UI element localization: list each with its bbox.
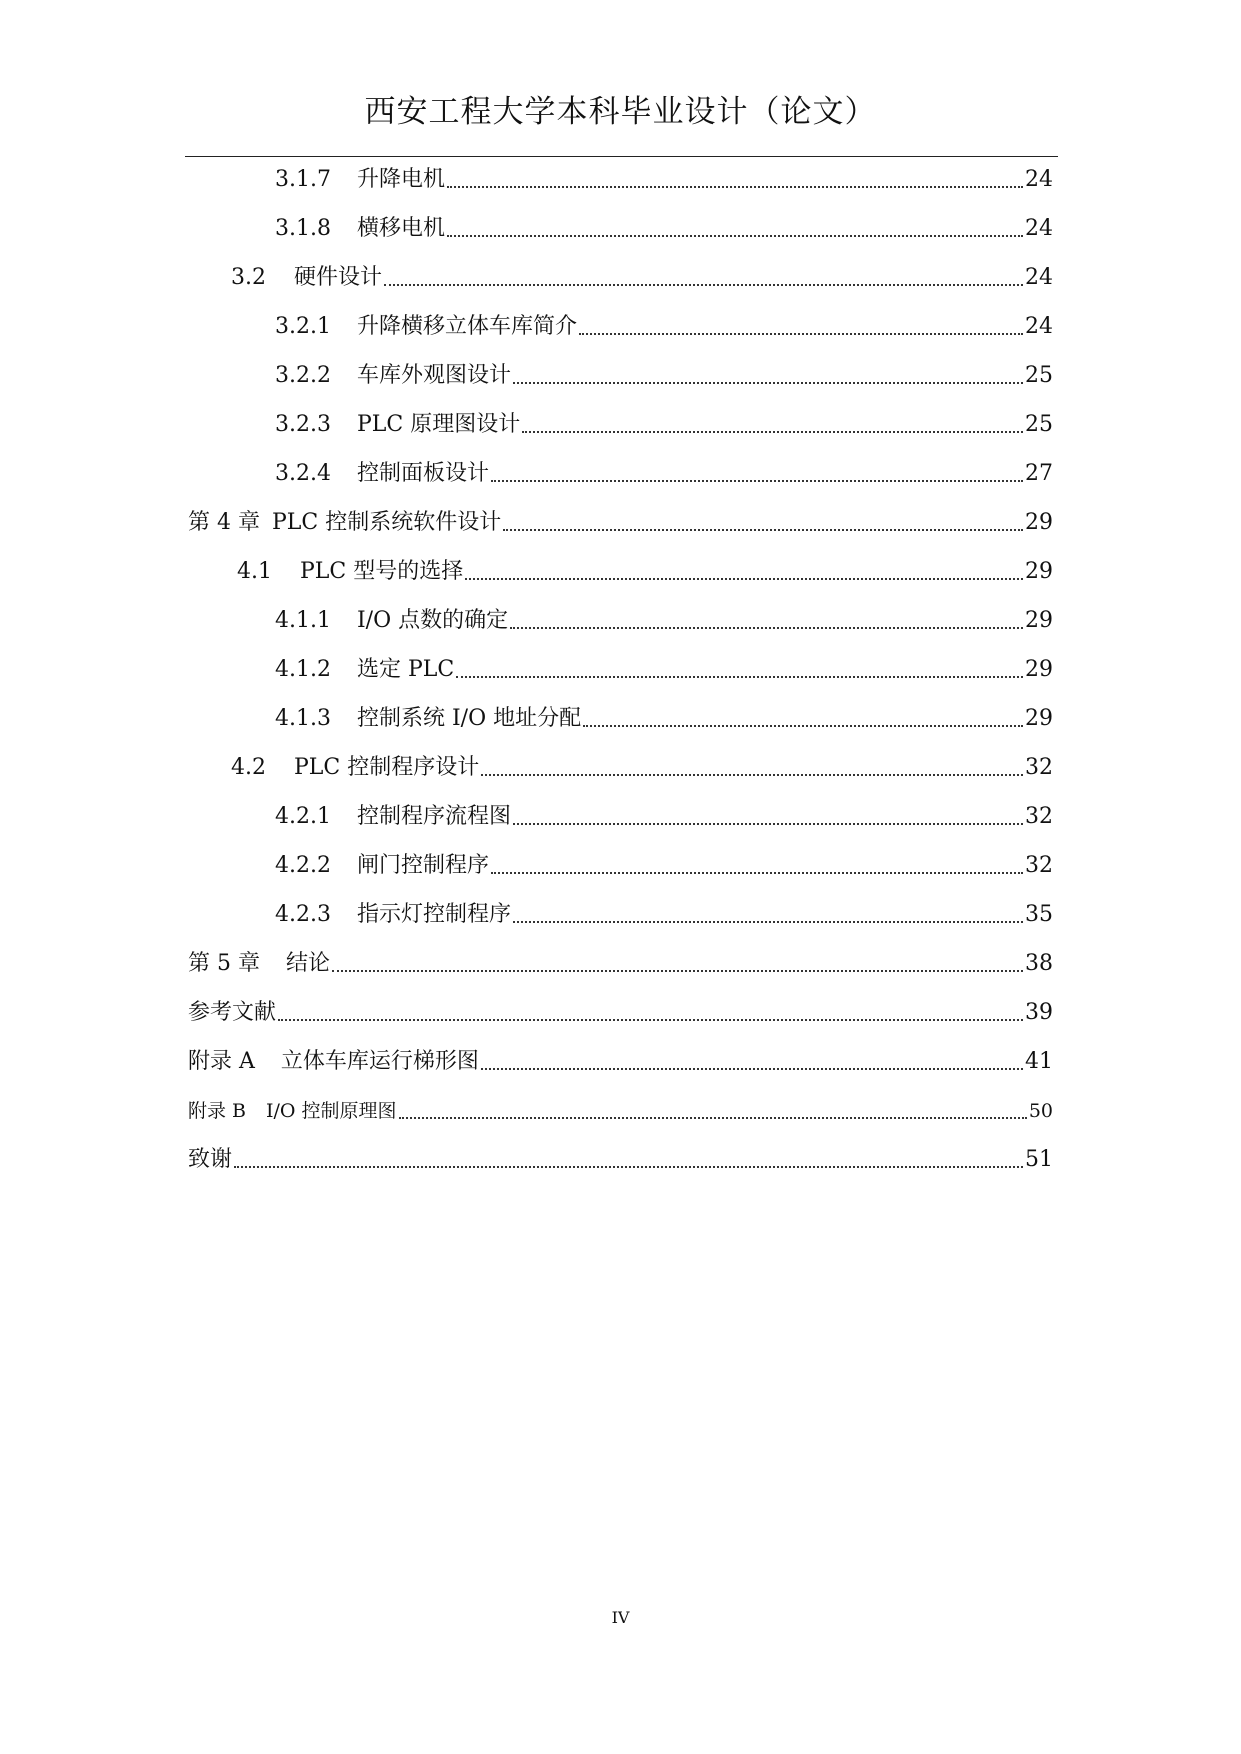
toc-dot-leader xyxy=(511,900,1025,930)
toc-entry-number: 4.2 xyxy=(231,755,266,780)
toc-entry-page: 25 xyxy=(1025,363,1053,388)
toc-dot-leader xyxy=(330,949,1025,979)
toc-entry-title: 控制系统 I/O 地址分配 xyxy=(356,706,582,731)
toc-entry-appendix-b[interactable] xyxy=(188,1096,1053,1126)
toc-dot-leader xyxy=(445,214,1025,244)
toc-entry-acknowledgements[interactable] xyxy=(188,1145,1053,1175)
toc-entry-page: 27 xyxy=(1025,461,1053,486)
toc-entry-4-1-3[interactable] xyxy=(275,704,1053,734)
toc-dot-leader xyxy=(232,1145,1025,1175)
toc-entry-title: 参考文献 xyxy=(188,1000,277,1025)
toc-entry-appendix-a[interactable] xyxy=(188,1047,1053,1077)
toc-dot-leader xyxy=(577,312,1025,342)
toc-entry-page: 32 xyxy=(1025,853,1053,878)
toc-entry-title: 横移电机 xyxy=(356,216,445,241)
toc-entry-page: 50 xyxy=(1028,1100,1053,1122)
toc-dot-leader xyxy=(445,165,1025,195)
toc-entry-4-2-3[interactable] xyxy=(275,900,1053,930)
toc-entry-page: 32 xyxy=(1025,804,1053,829)
toc-entry-number: 第 5 章 xyxy=(188,951,260,976)
toc-entry-title: 控制面板设计 xyxy=(356,461,489,486)
toc-entry-page: 25 xyxy=(1025,412,1053,437)
toc-entry-title: I/O 点数的确定 xyxy=(356,608,509,633)
toc-entry-number: 4.2.2 xyxy=(275,853,331,878)
toc-entry-number: 4.2.1 xyxy=(275,804,331,829)
toc-entry-title: PLC 型号的选择 xyxy=(300,559,464,584)
toc-dot-leader xyxy=(276,998,1025,1028)
toc-entry-page: 24 xyxy=(1025,314,1053,339)
toc-entry-page: 24 xyxy=(1025,216,1053,241)
toc-entry-title: 指示灯控制程序 xyxy=(356,902,511,927)
toc-entry-3-2-1[interactable] xyxy=(275,312,1053,342)
toc-dot-leader xyxy=(511,361,1025,391)
toc-dot-leader xyxy=(454,655,1025,685)
toc-entry-4-1-1[interactable] xyxy=(275,606,1053,636)
toc-entry-number: 3.2.3 xyxy=(275,412,331,437)
toc-dot-leader xyxy=(489,851,1025,881)
toc-entry-references[interactable] xyxy=(188,998,1053,1028)
toc-entry-chapter-4[interactable] xyxy=(188,508,1053,538)
toc-entry-number: 3.2.2 xyxy=(275,363,331,388)
toc-entry-number: 4.1.2 xyxy=(275,657,331,682)
toc-entry-number: 3.2 xyxy=(231,265,266,290)
toc-entry-number: 4.1.1 xyxy=(275,608,331,633)
toc-entry-4-2-2[interactable] xyxy=(275,851,1053,881)
page-number: IV xyxy=(611,1608,630,1627)
toc-entry-page: 29 xyxy=(1025,510,1053,535)
toc-entry-3-1-8[interactable] xyxy=(275,214,1053,244)
toc-entry-chapter-5[interactable] xyxy=(188,949,1053,979)
toc-entry-number: 3.1.8 xyxy=(275,216,331,241)
toc-entry-title: 结论 xyxy=(285,951,330,976)
toc-entry-4-1[interactable] xyxy=(237,557,1053,587)
toc-entry-3-2-2[interactable] xyxy=(275,361,1053,391)
toc-entry-3-1-7[interactable] xyxy=(275,165,1053,195)
toc-entry-title: PLC 原理图设计 xyxy=(356,412,521,437)
toc-entry-title: 升降电机 xyxy=(356,167,445,192)
toc-entry-title: 控制程序流程图 xyxy=(356,804,511,829)
toc-entry-4-2[interactable] xyxy=(231,753,1053,783)
toc-entry-number: 4.2.3 xyxy=(275,902,331,927)
toc-dot-leader xyxy=(489,459,1025,489)
toc-entry-number: 3.2.1 xyxy=(275,314,331,339)
toc-entry-4-1-2[interactable] xyxy=(275,655,1053,685)
toc-dot-leader xyxy=(479,753,1025,783)
page-header: 西安工程大学本科毕业设计（论文） xyxy=(364,94,877,130)
toc-dot-leader xyxy=(581,704,1025,734)
toc-entry-page: 29 xyxy=(1025,706,1053,731)
toc-entry-title: I/O 控制原理图 xyxy=(266,1100,397,1122)
toc-entry-title: PLC 控制程序设计 xyxy=(294,755,480,780)
toc-entry-page: 24 xyxy=(1025,167,1053,192)
toc-entry-page: 41 xyxy=(1025,1049,1053,1074)
toc-entry-number: 附录 B xyxy=(188,1100,247,1122)
toc-entry-page: 39 xyxy=(1025,1000,1053,1025)
toc-entry-title: 车库外观图设计 xyxy=(356,363,511,388)
toc-entry-title: PLC 控制系统软件设计 xyxy=(271,510,502,535)
toc-entry-title: 升降横移立体车库简介 xyxy=(356,314,577,339)
toc-entry-4-2-1[interactable] xyxy=(275,802,1053,832)
toc-dot-leader xyxy=(520,410,1025,440)
toc-entry-3-2-4[interactable] xyxy=(275,459,1053,489)
toc-entry-title: 致谢 xyxy=(188,1147,233,1172)
toc-dot-leader xyxy=(397,1096,1029,1126)
toc-entry-page: 38 xyxy=(1025,951,1053,976)
toc-entry-page: 32 xyxy=(1025,755,1053,780)
toc-entry-number: 3.2.4 xyxy=(275,461,331,486)
toc-dot-leader xyxy=(479,1047,1025,1077)
toc-dot-leader xyxy=(463,557,1025,587)
toc-entry-title: 闸门控制程序 xyxy=(356,853,489,878)
toc-entry-3-2[interactable] xyxy=(231,263,1053,293)
toc-entry-number: 第 4 章 xyxy=(188,510,260,535)
toc-entry-page: 29 xyxy=(1025,657,1053,682)
toc-entry-page: 29 xyxy=(1025,559,1053,584)
toc-entry-number: 附录 A xyxy=(188,1049,255,1074)
toc-dot-leader xyxy=(501,508,1025,538)
toc-entry-page: 35 xyxy=(1025,902,1053,927)
toc-entry-title: 硬件设计 xyxy=(294,265,383,290)
toc-entry-title: 选定 PLC xyxy=(356,657,455,682)
toc-dot-leader xyxy=(508,606,1025,636)
toc-entry-page: 51 xyxy=(1025,1147,1053,1172)
toc-entry-number: 4.1.3 xyxy=(275,706,331,731)
toc-dot-leader xyxy=(382,263,1025,293)
toc-entry-3-2-3[interactable] xyxy=(275,410,1053,440)
toc-entry-page: 29 xyxy=(1025,608,1053,633)
toc-dot-leader xyxy=(511,802,1025,832)
toc-entry-number: 3.1.7 xyxy=(275,167,331,192)
toc-entry-number: 4.1 xyxy=(237,559,272,584)
toc-entry-title: 立体车库运行梯形图 xyxy=(280,1049,479,1074)
toc-entry-page: 24 xyxy=(1025,265,1053,290)
